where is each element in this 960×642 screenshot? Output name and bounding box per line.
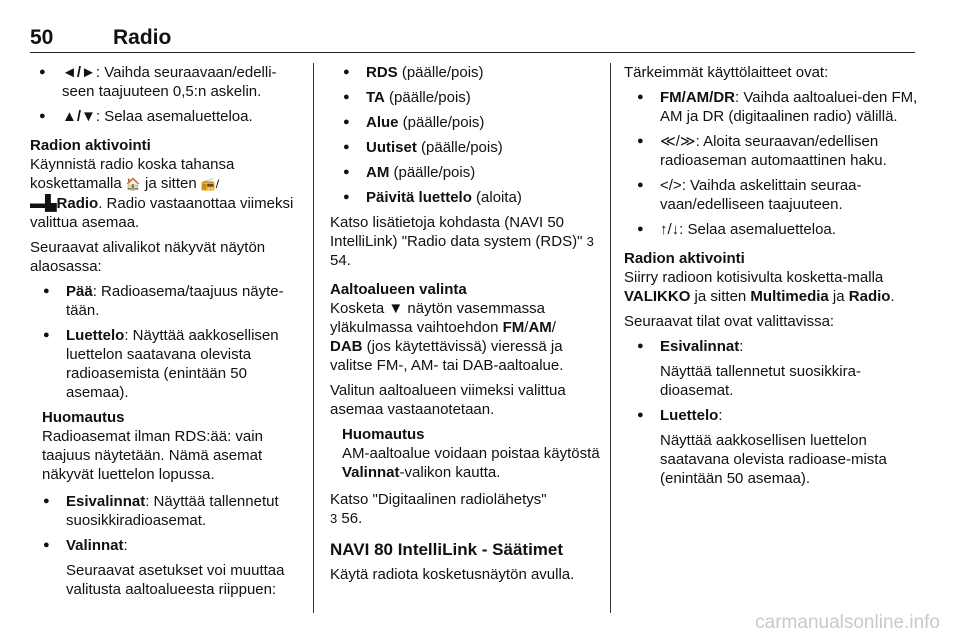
seek-arrows-icon: ≪/≫ <box>660 133 696 150</box>
list-item: ● Esivalinnat: Näyttää tallennetut suosikkiradioasemat. <box>30 492 302 530</box>
paragraph: Siirry radioon kotisivulta kosketta-malla VALIKKO ja sitten Multimedia ja Radio. <box>624 269 895 305</box>
up-down-arrows-icon: ▲/▼ <box>62 108 96 125</box>
paragraph: Seuraavat tilat ovat valittavissa: <box>624 313 835 330</box>
page-number: 50 <box>30 26 54 49</box>
radio-icon: 📻/ <box>200 177 220 191</box>
radio-bar-icon: ▬▙ <box>30 195 57 212</box>
list-item: ● ◄/►: Vaihda seuraavaan/edelli-seen taajuuteen 0,5:n askelin. <box>30 63 302 101</box>
list-item: ● FM/AM/DR: Vaihda aaltoaluei-den FM, AM ja DR (digitaalinen radio) välillä. <box>624 88 920 126</box>
prev-next-arrows-icon: ◄/► <box>62 64 96 81</box>
section-title: Radio <box>113 26 172 49</box>
note-box: Huomautus AM-aaltoalue voidaan poistaa käytöstä Valinnat-valikon kautta. <box>342 426 600 481</box>
paragraph: Kosketa ▼ näytön vasemmassa yläkulmassa vaihtoehdon FM/AM/ DAB (jos käytettävissä) vieressä ja valitse FM-, AM- tai DAB-aaltoalue. <box>330 300 564 374</box>
step-arrows-icon: </> <box>660 177 682 194</box>
paragraph: Näyttää tallennetut suosikkira-dioasemat. <box>660 363 861 399</box>
list-item: ● RDS (päälle/pois) <box>330 63 600 82</box>
paragraph: Seuraavat asetukset voi muuttaa valitusta aaltoalueesta riippuen: <box>66 562 285 598</box>
paragraph: Katso "Digitaalinen radiolähetys" 3 56. <box>330 491 547 527</box>
list-item: ● ▲/▼: Selaa asemaluetteloa. <box>30 107 302 126</box>
list-item: ● Alue (päälle/pois) <box>330 113 600 132</box>
list-item: ● AM (päälle/pois) <box>330 163 600 182</box>
heading-radio-activation: Radion aktivointi <box>624 250 745 267</box>
list-item: ● Luettelo: <box>624 406 920 425</box>
paragraph: Tärkeimmät käyttölaitteet ovat: <box>624 64 829 81</box>
scroll-arrows-icon: ↑/↓ <box>660 221 680 238</box>
list-item: ● Esivalinnat: <box>624 337 920 356</box>
column-2 <box>330 63 600 590</box>
paragraph: Katso lisätietoja kohdasta (NAVI 50 IntelliLink) "Radio data system (RDS)" 3 54. <box>330 214 594 269</box>
list-item: ● Päivitä luettelo (aloita) <box>330 188 600 207</box>
list-item: ● ≪/≫: Aloita seuraavan/edellisen radioaseman automaattinen haku. <box>624 132 920 170</box>
page-reference-icon: 3 <box>586 234 594 249</box>
note-box: Huomautus Radioasemat ilman RDS:ää: vain taajuus näytetään. Nämä asemat näkyvät luettelon lopussa. <box>42 409 263 483</box>
column-divider <box>610 63 611 613</box>
column-divider <box>313 63 314 613</box>
heading-band-selection: Aaltoalueen valinta <box>330 281 467 298</box>
list-item: ● Valinnat: <box>30 536 302 555</box>
list-item: ● ↑/↓: Selaa asemaluetteloa. <box>624 220 920 239</box>
paragraph: Näyttää aakkosellisen luettelon saatavana olevista radioase-mista (enintään 50 asemaa). <box>660 432 887 487</box>
home-icon: 🏠 <box>125 177 141 191</box>
watermark: carmanualsonline.info <box>755 612 940 633</box>
page-reference-icon: 3 <box>330 511 338 526</box>
list-item: ● TA (päälle/pois) <box>330 88 600 107</box>
paragraph: Valitun aaltoalueen viimeksi valittua asemaa vastaanotetaan. <box>330 382 566 418</box>
paragraph: Käytä radiota kosketusnäytön avulla. <box>330 566 575 583</box>
heading-radio-activation: Radion aktivointi <box>30 137 151 154</box>
paragraph: Käynnistä radio koska tahansa koskettamalla 🏠 ja sitten 📻/ ▬▙Radio. Radio vastaanottaa viimeksi valittua asemaa. <box>30 156 294 231</box>
list-item: ● Pää: Radioasema/taajuus näyte-tään. <box>30 282 302 320</box>
column-1 <box>30 63 302 605</box>
page-header <box>30 26 915 53</box>
paragraph: Seuraavat alivalikot näkyvät näytön alaosassa: <box>30 239 266 275</box>
list-item: ● Uutiset (päälle/pois) <box>330 138 600 157</box>
heading-navi80-controls: NAVI 80 IntelliLink - Säätimet <box>330 540 564 559</box>
list-item: ● </>: Vaihda askelittain seuraa-vaan/edelliseen taajuuteen. <box>624 176 920 214</box>
column-3 <box>624 63 920 494</box>
list-item: ● Luettelo: Näyttää aakkosellisen luettelon saatavana olevista radioasemista (enintään 50 asemaa). <box>30 326 302 402</box>
